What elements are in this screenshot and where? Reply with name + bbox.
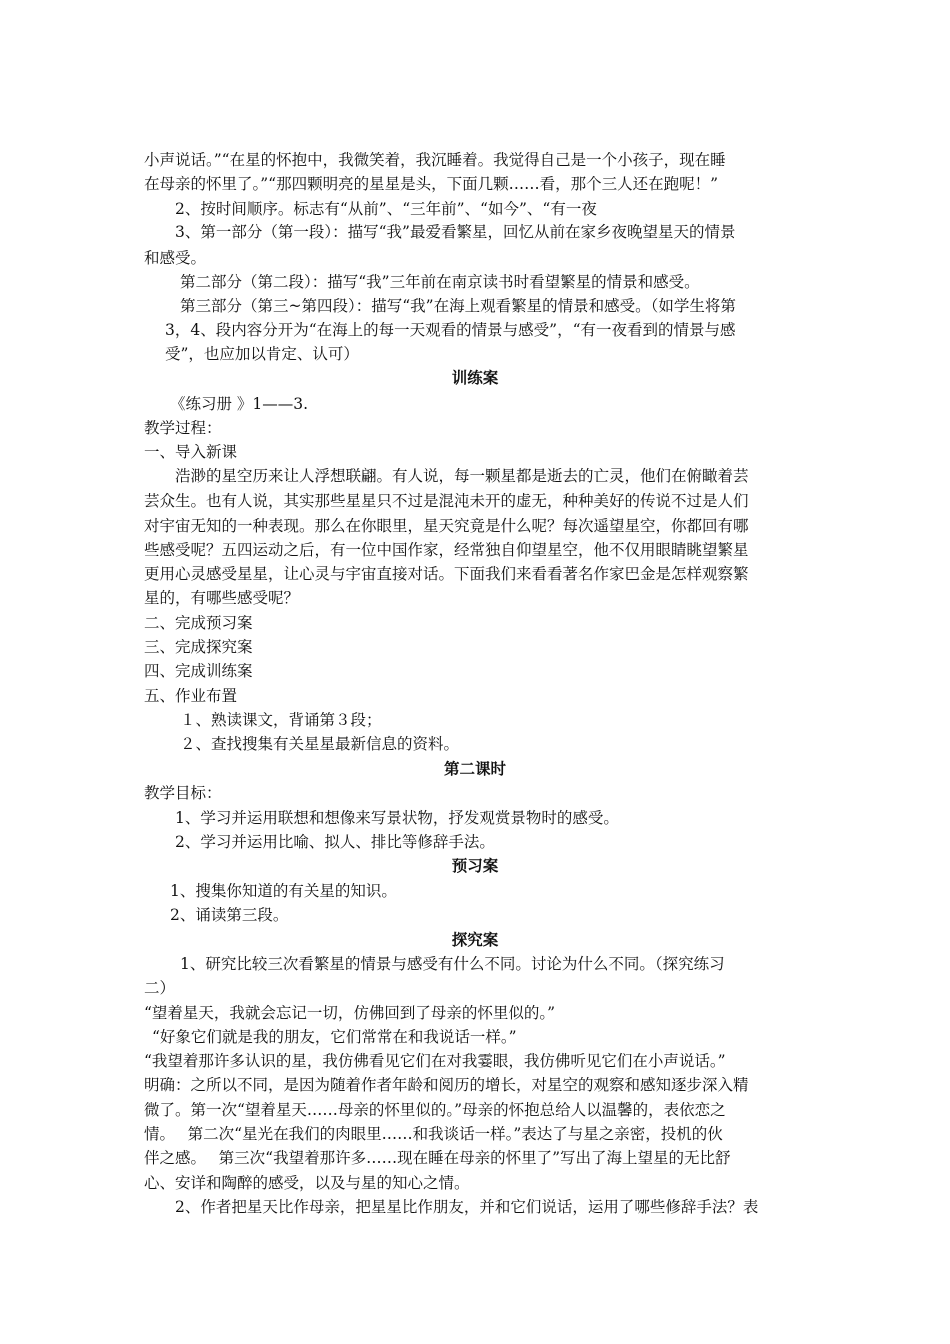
paragraph-line: １、熟读课文，背诵第３段； (180, 711, 382, 729)
paragraph-line: 1、学习并运用联想和想像来写景状物，抒发观赏景物时的感受。 (175, 809, 619, 827)
paragraph-line: 浩渺的星空历来让人浮想联翩。有人说，每一颗星都是逝去的亡灵，他们在俯瞰着芸 (175, 467, 749, 485)
paragraph-line: 二、完成预习案 (144, 614, 253, 632)
paragraph-line: 伴之感。 第三次“我望着那许多……现在睡在母亲的怀里了”写出了海上望星的无比舒 (144, 1149, 731, 1167)
paragraph-line: 1、搜集你知道的有关星的知识。 (170, 882, 397, 900)
paragraph-line: 情。 第二次“星光在我们的肉眼里……和我谈话一样。”表达了与星之亲密，投机的伙 (144, 1125, 723, 1143)
paragraph-line: 小声说话。”“在星的怀抱中，我微笑着，我沉睡着。我觉得自己是一个小孩子，现在睡 (144, 151, 726, 169)
paragraph-line: 些感受呢？五四运动之后，有一位中国作家，经常独自仰望星空，他不仅用眼睛眺望繁星 (144, 541, 749, 559)
paragraph-line: 芸众生。也有人说，其实那些星星只不过是混沌未开的虚无，种种美好的传说不过是人们 (144, 492, 749, 510)
section-heading-second-lesson: 第二课时 (443, 759, 506, 778)
paragraph-line: 第三部分（第三~第四段）：描写“我”在海上观看繁星的情景和感受。（如学生将第 (180, 297, 736, 315)
paragraph-line: 微了。第一次“望着星天……母亲的怀里似的。”母亲的怀抱总给人以温馨的，表依恋之 (144, 1101, 726, 1119)
section-heading-preview: 预习案 (451, 856, 499, 875)
paragraph-line: 星的，有哪些感受呢？ (144, 589, 300, 607)
paragraph-line: 在母亲的怀里了。”“那四颗明亮的星星是头，下面几颗……看，那个三人还在跑呢！” (144, 175, 719, 193)
paragraph-line: 更用心灵感受星星，让心灵与宇宙直接对话。下面我们来看看著名作家巴金是怎样观察繁 (144, 565, 749, 583)
paragraph-line: ２、查找搜集有关星星最新信息的资料。 (180, 735, 460, 753)
paragraph-line: 受”，也应加以肯定、认可） (165, 345, 359, 363)
paragraph-line: 《练习册 》1——3. (170, 395, 309, 413)
paragraph-line: 三、完成探究案 (144, 638, 253, 656)
paragraph-line: 一、导入新课 (144, 443, 238, 461)
paragraph-line: 和感受。 (144, 249, 207, 267)
paragraph-line: 明确：之所以不同，是因为随着作者年龄和阅历的增长，对星空的观察和感知逐步深入精 (144, 1076, 749, 1094)
quote-line: “望着星天，我就会忘记一切，仿佛回到了母亲的怀里似的。” (144, 1004, 556, 1022)
quote-line: “我望着那许多认识的星，我仿佛看见它们在对我霎眼，我仿佛听见它们在小声说话。” (144, 1052, 726, 1070)
paragraph-line: 五、作业布置 (144, 687, 238, 705)
paragraph-line: 1、研究比较三次看繁星的情景与感受有什么不同。讨论为什么不同。（探究练习 (180, 955, 725, 973)
paragraph-line: 第二部分（第二段）：描写“我”三年前在南京读书时看望繁星的情景和感受。 (180, 273, 700, 291)
paragraph-line: 对宇宙无知的一种表现。那么在你眼里，星天究竟是什么呢？每次遥望星空，你都回有哪 (144, 517, 749, 535)
paragraph-line: 2、按时间顺序。标志有“从前”、“三年前”、“如今”、“有一夜 (175, 200, 597, 218)
paragraph-line: 教学过程： (144, 419, 222, 437)
section-heading-training: 训练案 (451, 368, 499, 387)
paragraph-line: 2、作者把星天比作母亲，把星星比作朋友，并和它们说话，运用了哪些修辞手法？表 (175, 1198, 759, 1216)
paragraph-line: 3、第一部分（第一段）：描写“我”最爱看繁星，回忆从前在家乡夜晚望星天的情景 (175, 223, 736, 241)
paragraph-line: 2、学习并运用比喻、拟人、排比等修辞手法。 (175, 833, 495, 851)
quote-line: “好象它们就是我的朋友，它们常常在和我说话一样。” (152, 1028, 517, 1046)
paragraph-line: 3，4、段内容分开为“在海上的每一天观看的情景与感受”，“有一夜看到的情景与感 (165, 321, 736, 339)
paragraph-line: 二） (144, 979, 176, 997)
paragraph-line: 教学目标： (144, 784, 222, 802)
paragraph-line: 四、完成训练案 (144, 662, 253, 680)
paragraph-line: 2、诵读第三段。 (170, 906, 289, 924)
paragraph-line: 心、安详和陶醉的感受，以及与星的知心之情。 (144, 1174, 470, 1192)
section-heading-inquiry: 探究案 (451, 930, 499, 949)
